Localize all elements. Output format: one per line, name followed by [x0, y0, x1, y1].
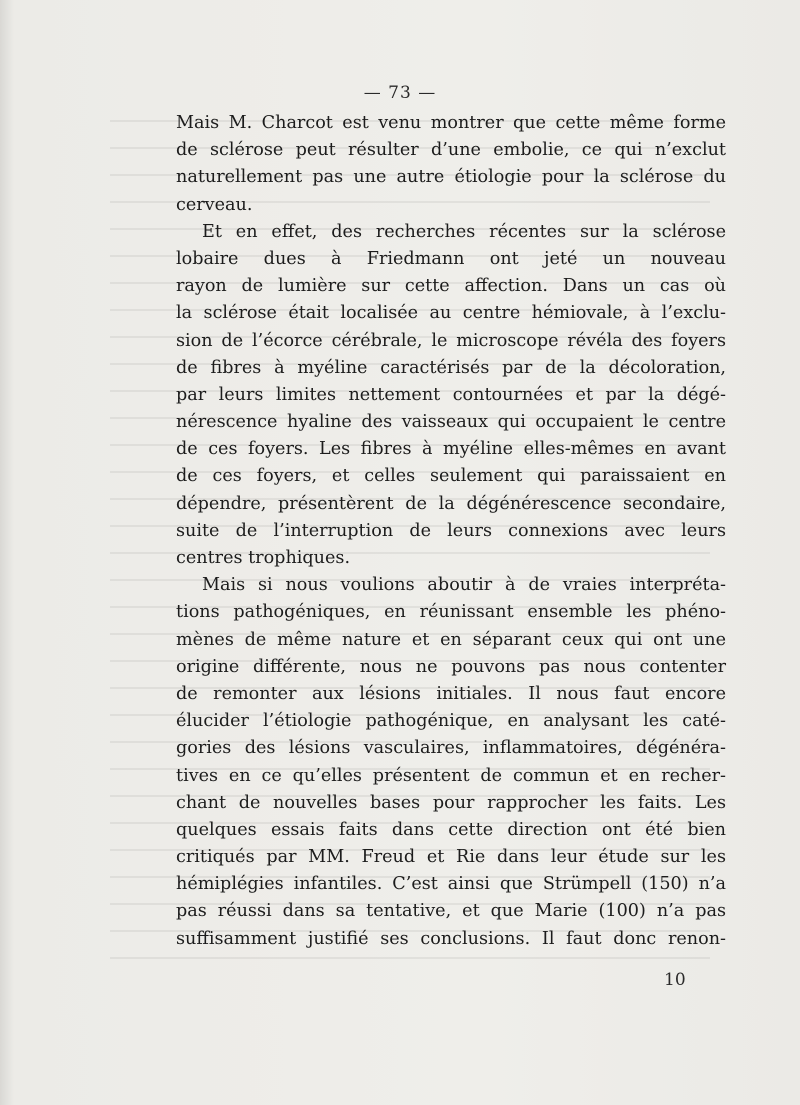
text-line: de ces foyers, et celles seulement qui paraissaient en	[176, 466, 726, 487]
text-line: suite de l’interruption de leurs connexions avec leurs	[176, 520, 726, 541]
text-line: la sclérose était localisée au centre hémiovale, à l’exclu-	[176, 303, 726, 324]
text-line: critiqués par MM. Freud et Rie dans leur étude sur les	[176, 847, 726, 868]
text-line: rayon de lumière sur cette affection. Dans un cas où	[176, 276, 726, 297]
text-line: Mais si nous voulions aboutir à de vraies interpréta-	[202, 575, 726, 596]
text-line: lobaire dues à Friedmann ont jeté un nouveau	[176, 248, 726, 269]
page-number: — 73 —	[363, 83, 437, 103]
text-line: sion de l’écorce cérébrale, le microscope révéla des foyers	[176, 330, 726, 351]
text-line: chant de nouvelles bases pour rapprocher les faits. Les	[176, 792, 726, 813]
text-line: centres trophiques.	[176, 548, 351, 568]
text-line: naturellement pas une autre étiologie pour la sclérose du	[176, 167, 726, 188]
text-line: mènes de même nature et en séparant ceux qui ont une	[176, 629, 726, 650]
text-line: de ces foyers. Les fibres à myéline elles-mêmes en avant	[176, 439, 726, 460]
text-line: par leurs limites nettement contournées et par la dégé-	[176, 384, 726, 405]
text-line: hémiplégies infantiles. C’est ainsi que Strümpell (150) n’a	[176, 874, 726, 895]
text-line: quelques essais faits dans cette direction ont été bien	[176, 819, 726, 840]
text-line: de fibres à myéline caractérisés par de la décoloration,	[176, 357, 726, 378]
text-line: de remonter aux lésions initiales. Il nous faut encore	[176, 683, 726, 704]
signature-mark: 10	[664, 970, 686, 990]
text-line: Et en effet, des recherches récentes sur la sclérose	[202, 221, 726, 242]
text-line: élucider l’étiologie pathogénique, en analysant les caté-	[176, 711, 726, 732]
text-line: de sclérose peut résulter d’une embolie, ce qui n’exclut	[176, 140, 726, 161]
text-line: suffisamment justifié ses conclusions. Il faut donc renon-	[176, 928, 726, 949]
text-line: origine différente, nous ne pouvons pas nous contenter	[176, 656, 726, 677]
body-text	[176, 110, 726, 953]
text-line: Mais M. Charcot est venu montrer que cette même forme	[176, 113, 726, 133]
text-line: pas réussi dans sa tentative, et que Marie (100) n’a pas	[176, 901, 726, 922]
text-line: tives en ce qu’elles présentent de commun et en recher-	[176, 765, 726, 786]
text-line: gories des lésions vasculaires, inflammatoires, dégénéra-	[176, 738, 726, 759]
text-line: nérescence hyaline des vaisseaux qui occupaient le centre	[176, 412, 726, 433]
text-line: dépendre, présentèrent de la dégénérescence secondaire,	[176, 493, 726, 514]
text-line: tions pathogéniques, en réunissant ensemble les phéno-	[176, 602, 726, 623]
text-line: cerveau.	[176, 194, 253, 215]
